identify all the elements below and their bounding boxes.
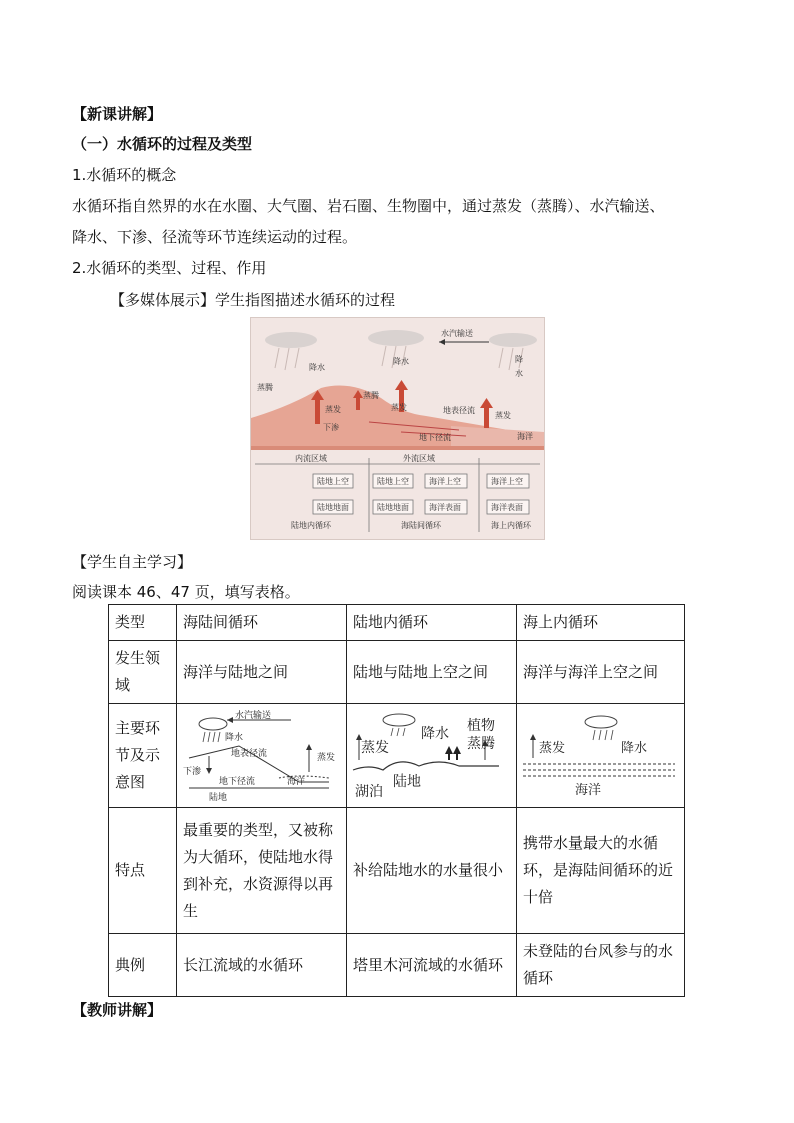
d1-land: 陆地 xyxy=(209,792,228,803)
table-cell: 未登陆的台风参与的水循环 xyxy=(517,934,685,997)
table-cell: 特点 xyxy=(109,808,177,934)
new-lesson-heading: 【新课讲解】 xyxy=(72,105,163,123)
fig-cycle-land: 陆地内循环 xyxy=(291,521,331,530)
d2-plant2: 蒸腾 xyxy=(467,735,495,752)
concept-text-line2: 降水、下渗、径流等环节连续运动的过程。 xyxy=(72,228,358,246)
d2-land: 陆地 xyxy=(393,773,421,790)
fig-land-air2: 陆地上空 xyxy=(377,477,409,486)
types-title: 2.水循环的类型、过程、作用 xyxy=(72,259,267,277)
fig-infil: 下渗 xyxy=(323,423,339,432)
fig-cycle-sea-land: 海陆间循环 xyxy=(401,521,441,530)
multimedia-caption: 【多媒体展示】学生指图描述水循环的过程 xyxy=(110,291,396,309)
d3-evap: 蒸发 xyxy=(539,740,566,756)
table-cell: 类型 xyxy=(109,605,177,641)
table-cell: 发生领域 xyxy=(109,641,177,704)
fig-sea-surface2: 海洋表面 xyxy=(491,503,523,512)
land-cycle-diagram xyxy=(349,708,509,804)
table-row xyxy=(109,641,685,704)
fig-inland: 内流区域 xyxy=(295,454,327,463)
fig-sea-air: 海洋上空 xyxy=(429,477,461,486)
fig-rain1: 降水 xyxy=(309,363,325,372)
section-title: （一）水循环的过程及类型 xyxy=(72,135,253,153)
fig-outflow: 外流区域 xyxy=(403,454,435,463)
table-cell: 陆地内循环 xyxy=(347,605,517,641)
d3-rain: 降水 xyxy=(621,740,648,756)
table-cell: 海洋与海洋上空之间 xyxy=(517,641,685,704)
table-cell: 长江流域的水循环 xyxy=(177,934,347,997)
table-row xyxy=(109,934,685,997)
d1-rain: 降水 xyxy=(225,732,244,743)
d1-infil: 下渗 xyxy=(183,766,202,777)
table-cell: 塔里木河流域的水循环 xyxy=(347,934,517,997)
table-cell: 典例 xyxy=(109,934,177,997)
table-cell xyxy=(517,704,685,808)
fig-surface: 地表径流 xyxy=(443,406,475,415)
table-cell: 海陆间循环 xyxy=(177,605,347,641)
self-study-heading: 【学生自主学习】 xyxy=(72,553,193,571)
table-cell: 携带水量最大的水循环，是海陆间循环的近十倍 xyxy=(517,808,685,934)
reading-instruction: 阅读课本 46、47 页，填写表格。 xyxy=(72,583,300,601)
fig-rain3b: 水 xyxy=(515,369,523,378)
fig-cycle-sea: 海上内循环 xyxy=(491,521,531,530)
fig-ocean: 海洋 xyxy=(517,432,533,441)
concept-title: 1.水循环的概念 xyxy=(72,166,177,184)
table-cell: 海洋与陆地之间 xyxy=(177,641,347,704)
table-cell xyxy=(177,704,347,808)
fig-rain2: 降水 xyxy=(393,357,409,366)
fig-evap2: 蒸发 xyxy=(325,405,341,414)
d1-evap: 蒸发 xyxy=(317,752,336,763)
d2-rain: 降水 xyxy=(421,725,449,742)
d2-evap: 蒸发 xyxy=(361,739,389,756)
fig-vapor: 水汽输送 xyxy=(441,329,473,338)
sea-land-cycle-diagram xyxy=(179,708,339,804)
d1-surface: 地表径流 xyxy=(231,748,268,759)
fig-rain3: 降 xyxy=(515,355,523,364)
table-cell: 最重要的类型，又被称为大循环，使陆地水得到补充，水资源得以再生 xyxy=(177,808,347,934)
d1-ground: 地下径流 xyxy=(219,776,256,787)
table-cell: 主要环节及示意图 xyxy=(109,704,177,808)
fig-land-surface2: 陆地地面 xyxy=(377,503,409,512)
table-row xyxy=(109,704,685,808)
table-cell xyxy=(347,704,517,808)
d2-plant1: 植物 xyxy=(467,717,495,734)
d2-lake: 湖泊 xyxy=(355,783,383,800)
fig-evap3: 蒸发 xyxy=(391,403,407,412)
d3-ocean: 海洋 xyxy=(575,782,602,798)
water-cycle-figure xyxy=(250,317,545,540)
fig-sea-air2: 海洋上空 xyxy=(491,477,523,486)
table-row xyxy=(109,808,685,934)
fig-sea-surface: 海洋表面 xyxy=(429,503,461,512)
table-cell: 海上内循环 xyxy=(517,605,685,641)
table-cell: 补给陆地水的水量很小 xyxy=(347,808,517,934)
fig-ground: 地下径流 xyxy=(419,433,451,442)
teacher-heading: 【教师讲解】 xyxy=(72,1001,163,1019)
sea-cycle-diagram xyxy=(519,708,679,804)
table-cell: 陆地与陆地上空之间 xyxy=(347,641,517,704)
concept-text-line1: 水循环指自然界的水在水圈、大气圈、岩石圈、生物圈中，通过蒸发（蒸腾）、水汽输送、 xyxy=(72,197,665,215)
fig-evap1: 蒸腾 xyxy=(257,383,273,392)
table-header-row xyxy=(109,605,685,641)
fig-land-surface: 陆地地面 xyxy=(317,503,349,512)
fig-evap4: 蒸发 xyxy=(495,411,511,420)
d1-ocean: 海洋 xyxy=(287,776,306,787)
water-cycle-table xyxy=(108,604,685,997)
d1-vapor: 水汽输送 xyxy=(235,710,272,721)
fig-transp: 蒸腾 xyxy=(363,391,379,400)
fig-land-air: 陆地上空 xyxy=(317,477,349,486)
